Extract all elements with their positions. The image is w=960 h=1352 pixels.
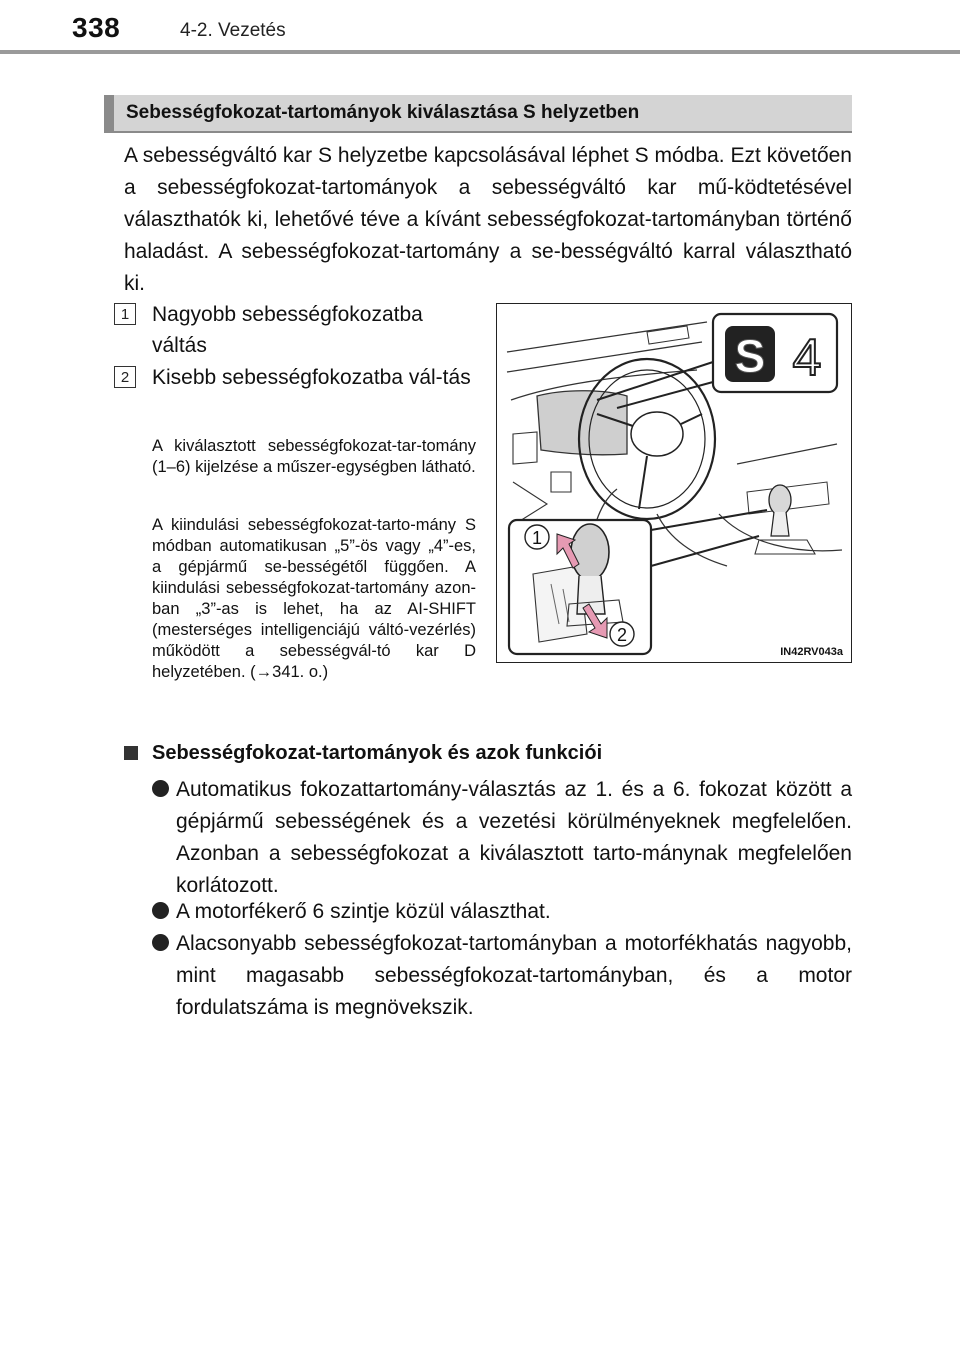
bullet-text-1: Automatikus fokozattartomány-választás az 1. és a 6. fokozat között a gépjármű sebességének és a vezetési körülményeknek megfelelően. Azonban a sebességfokozat a kiválasztott tarto-mánynak megfelelően korlátozott.: [176, 778, 852, 897]
header-rule: [0, 50, 960, 54]
step-text-2: Kisebb sebességfokozatba vál-tás: [152, 366, 471, 389]
chapter-title: 4-2. Vezetés: [180, 20, 286, 41]
bullet-text-3: Alacsonyabb sebességfokozat-tartományban a motorfékhatás nagyobb, mint magasabb sebességfokozat-tartományban, és a motor fordulatszáma is megnövekszik.: [176, 932, 852, 1019]
display-number: 4: [792, 329, 822, 387]
callout-1: 1: [531, 528, 543, 548]
step-text-1: Nagyobb sebességfokozatba váltás: [152, 303, 423, 357]
bullet-text-2: A motorfékerő 6 szintje közül választhat.: [176, 900, 551, 923]
intro-paragraph: A sebességváltó kar S helyzetbe kapcsolásával léphet S módba. Ezt követően a sebességfokozat-tartományok a sebességváltó kar mű-ködtetésével választhatók ki, lehetővé téve a kívánt sebességfokozat-tartományban történő haladást. A sebességfokozat-tartomány a se-bességváltó karral választható ki.: [124, 144, 852, 295]
bullet-item-2: [152, 896, 852, 928]
subsection-heading-text: Sebességfokozat-tartományok és azok funkciói: [152, 742, 603, 764]
shift-lever-figure: [496, 303, 852, 663]
bullet-dot-icon: [152, 902, 169, 919]
cockpit-illustration: [497, 304, 850, 661]
section-heading-rule: [104, 131, 852, 133]
note-2: A kiindulási sebességfokozat-tarto-mány S módban automatikusan „5”-ös vagy „4”-es, a gépjármű se-bességétől függően. A kiindulási sebességfokozat-tartomány azon-ban „3”-as is lehet, ha az AI-SHIFT (mesterséges intelligenciájú váltó-vezérlés) működött a sebességvál-tó kar D helyzetében. (→341. o.): [152, 516, 476, 681]
bullet-dot-icon: [152, 934, 169, 951]
square-bullet-icon: [124, 746, 138, 760]
callout-2: 2: [616, 625, 628, 645]
bullet-item-1: [152, 774, 852, 902]
figure-code: IN42RV043a: [780, 646, 843, 658]
subsection-heading: [124, 742, 602, 765]
step-number-2: 2: [114, 366, 136, 388]
section-heading-bar: [104, 95, 852, 131]
page-number: 338: [72, 12, 121, 43]
section-heading: Sebességfokozat-tartományok kiválasztása S helyzetben: [126, 102, 640, 123]
note-1: A kiválasztott sebességfokozat-tar-tomány (1–6) kijelzése a műszer-egységben látható.: [152, 437, 476, 476]
bullet-dot-icon: [152, 780, 169, 797]
step-number-1: 1: [114, 303, 136, 325]
bullet-item-3: [152, 928, 852, 1024]
display-letter: S: [734, 330, 766, 382]
